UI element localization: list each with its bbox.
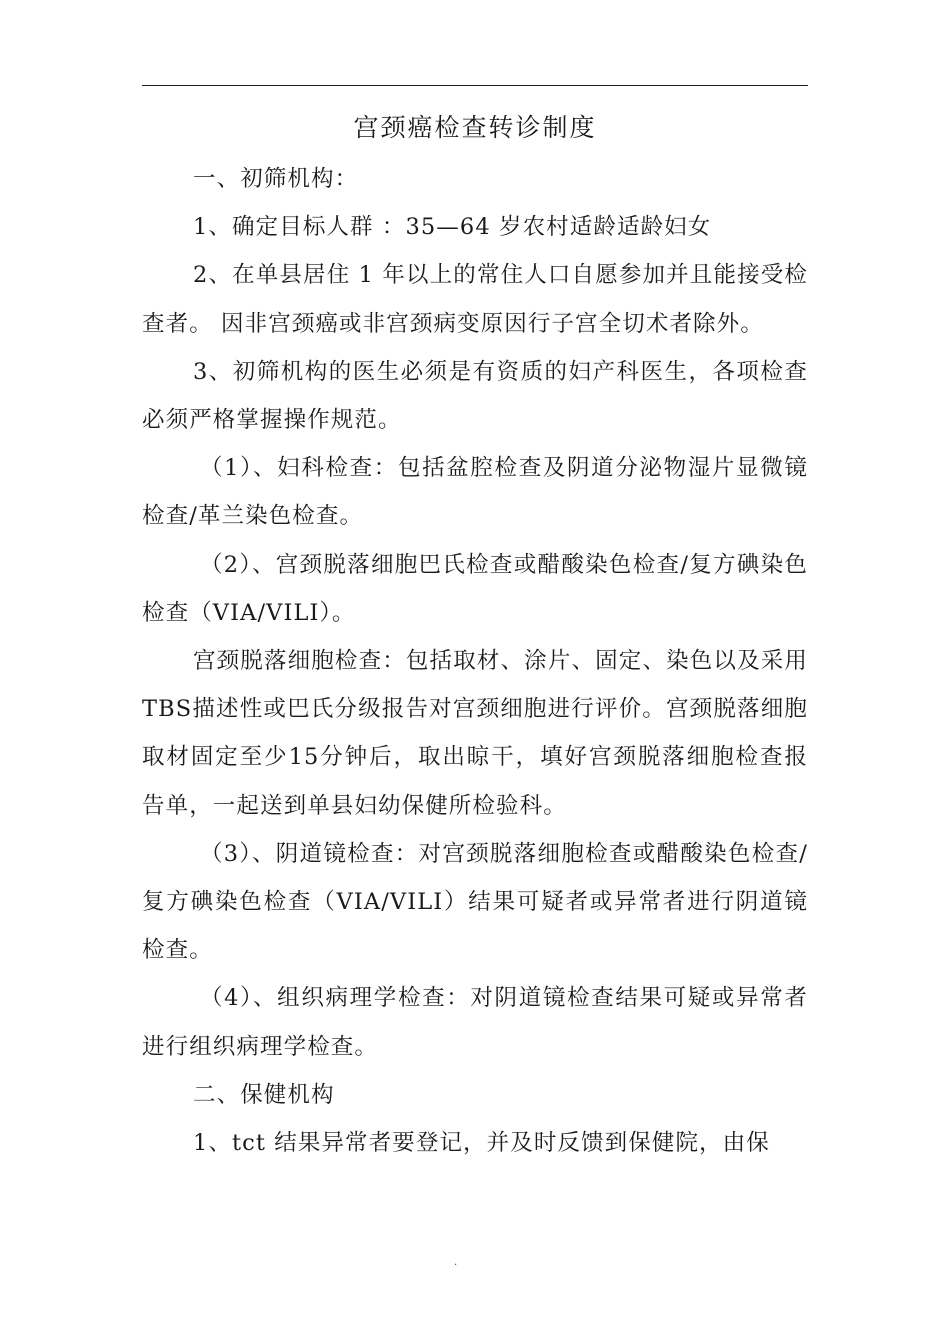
section-heading-screening-institution: 一、初筛机构： bbox=[193, 166, 359, 192]
paragraph-residency-requirement: 2、在单县居住 1 年以上的常住人口自愿参加并且能接受检查者。 因非宫颈癌或非宫颈病变原因行子宫全切术者除外。 bbox=[142, 262, 808, 337]
document-title: 宫颈癌检查转诊制度 bbox=[353, 113, 597, 142]
document-body bbox=[142, 155, 808, 1167]
paragraph-cytology-procedure: 宫颈脱落细胞检查：包括取材、涂片、固定、染色以及采用TBS描述性或巴氏分级报告对宫颈细胞进行评价。宫颈脱落细胞取材固定至少15分钟后，取出晾干，填好宫颈脱落细胞检查报告单，一起送到单县妇幼保健所检验科。 bbox=[142, 648, 808, 819]
paragraph-target-population: 1、确定目标人群 ：35—64 岁农村适龄适龄妇女 bbox=[193, 214, 712, 241]
paragraph-colposcopy: （3）、阴道镜检查：对宫颈脱落细胞检查或醋酸染色检查/复方碘染色检查（VIA/VILI）结果可疑者或异常者进行阴道镜检查。 bbox=[142, 840, 808, 964]
header-rule bbox=[142, 85, 808, 86]
paragraph-doctor-qualification: 3、初筛机构的医生必须是有资质的妇产科医生，各项检查必须严格掌握操作规范。 bbox=[142, 358, 808, 434]
paragraph-histopathology: （4）、组织病理学检查：对阴道镜检查结果可疑或异常者进行组织病理学检查。 bbox=[142, 985, 808, 1060]
paragraph-tct-abnormal: 1、tct 结果异常者要登记，并及时反馈到保健院，由保 bbox=[193, 1130, 770, 1157]
paragraph-gynecological-exam: （1）、妇科检查：包括盆腔检查及阴道分泌物湿片显微镜检查/革兰染色检查。 bbox=[142, 455, 808, 530]
paragraph-cervical-cytology: （2）、宫颈脱落细胞巴氏检查或醋酸染色检查/复方碘染色检查（VIA/VILI）。 bbox=[142, 551, 808, 626]
section-heading-health-institution: 二、保健机构 bbox=[193, 1081, 335, 1108]
page-marker: . bbox=[454, 1257, 458, 1268]
